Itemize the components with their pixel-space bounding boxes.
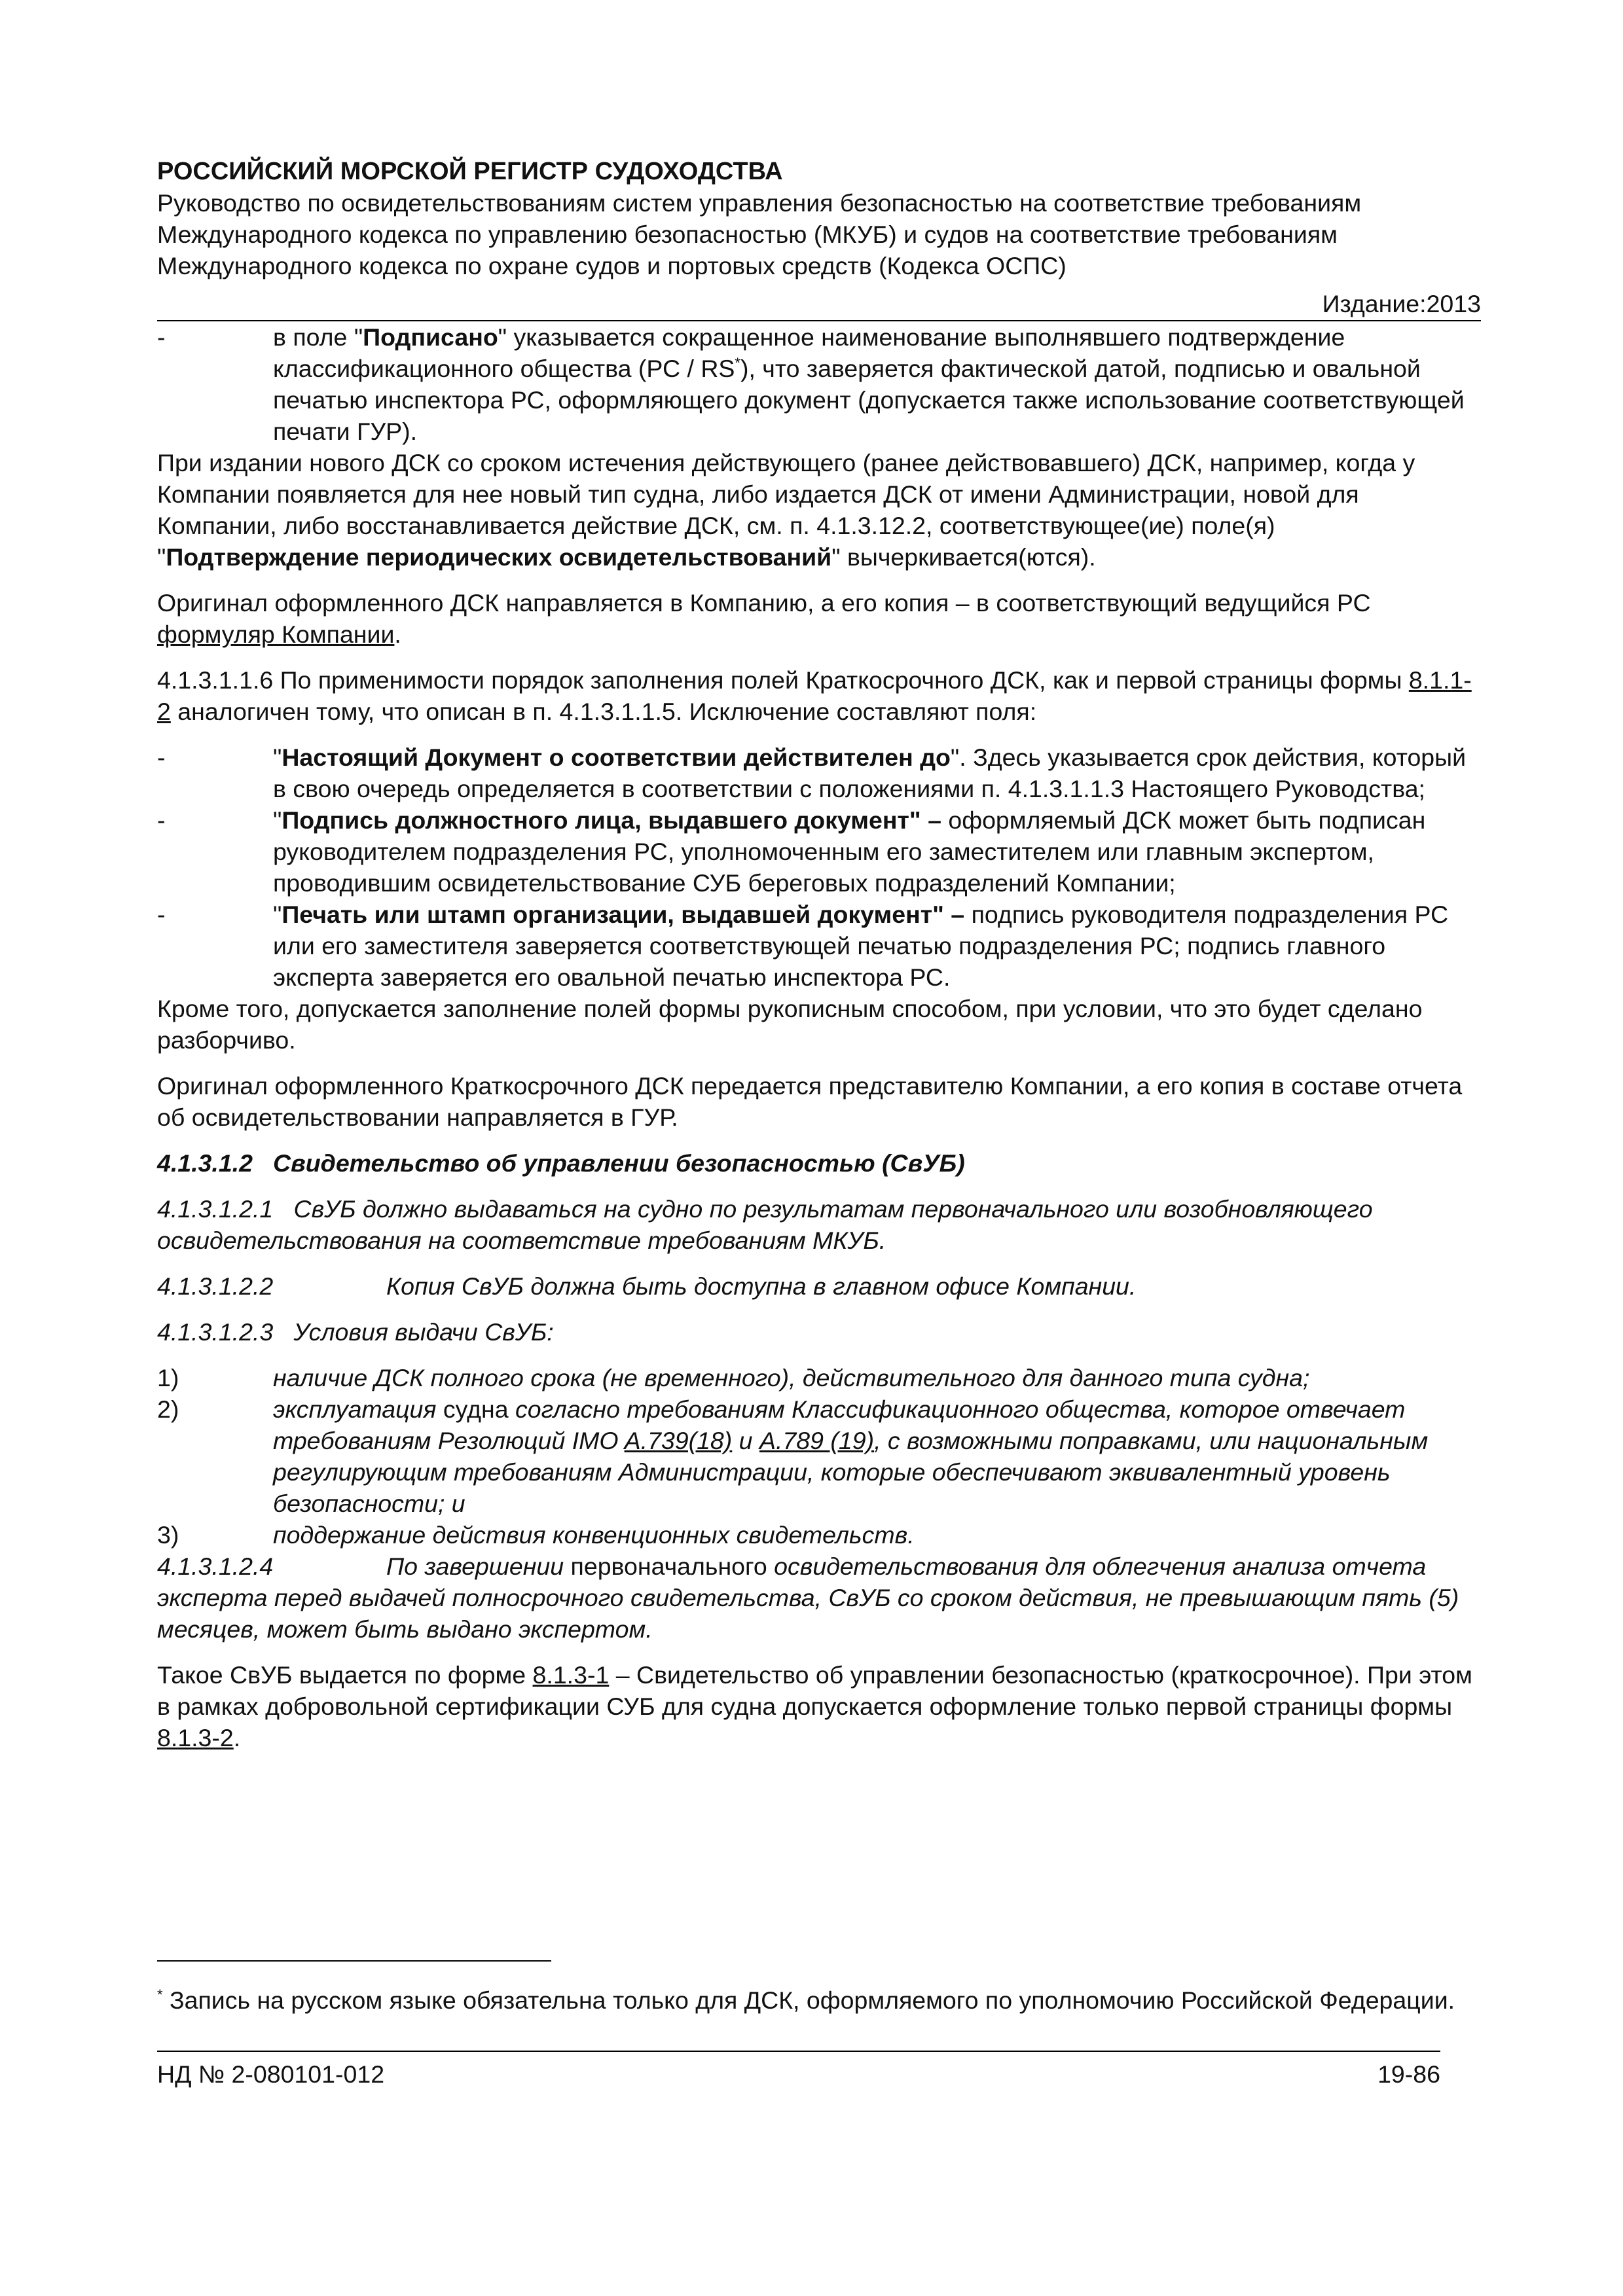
footnote-text: Запись на русском языке обязательна только для ДСК, оформляемого по уполномочию Российской Федерации. — [162, 1986, 1455, 2014]
text-run: " вычеркивается(ются). — [831, 543, 1096, 571]
text-run: аналогичен тому, что описан в п. 4.1.3.1.1.5. Исключение составляют поля: — [170, 698, 1037, 725]
field-name: Печать или штамп организации, выдавшей документ — [282, 901, 933, 928]
text-run: . — [233, 1724, 241, 1751]
text-run: ". Здесь указывается срок действия, который в свою очередь определяется в соответствии с положениями п. 4.1.3.1.1.3 Настоящего Руководства; — [273, 744, 1467, 802]
document-number: НД № 2-080101-012 — [157, 2060, 385, 2088]
field-name: Подпись должностного лица, выдавшего документ — [282, 806, 909, 834]
paragraph: Кроме того, допускается заполнение полей формы рукописным способом, при условии, что это будет сделано разборчиво. — [157, 995, 1423, 1054]
text-run: " — [273, 806, 282, 834]
paragraph — [157, 587, 1481, 650]
text-run: . — [394, 620, 401, 648]
link-form-8-1-3-2[interactable]: 8.1.3-2 — [157, 1724, 234, 1751]
text-run: , с возможными поправками, или национальным регулирующим требованиям Администрации, которые обеспечивают эквивалентный уровень безопасности; и — [273, 1427, 1429, 1517]
link-a739[interactable]: A.739(18) — [624, 1427, 733, 1454]
paragraph — [157, 1551, 1481, 1645]
edition-label: Издание:2013 — [157, 288, 1481, 321]
section-number: 4.1.3.1.2 — [157, 1149, 253, 1177]
text-run: первоначального — [570, 1552, 775, 1580]
dash-marker: - — [157, 744, 166, 771]
paragraph — [157, 447, 1481, 573]
page-number: 19-86 — [1377, 2060, 1440, 2088]
list-number: 3) — [157, 1521, 179, 1549]
text-run: подпись руководителя подразделения РС или его заместителя заверяется соответствующей печатью подразделения РС; подпись главного эксперта заверяется его овальной печатью инспектора РС. — [273, 901, 1449, 991]
link-company-form[interactable]: формуляр Компании — [157, 620, 395, 648]
list-number: 1) — [157, 1364, 179, 1391]
section-heading — [157, 1147, 1481, 1179]
clause-number: 4.1.3.1.2.4 — [157, 1552, 274, 1580]
list-item — [157, 321, 1481, 447]
list-item — [157, 804, 1481, 899]
dash-marker: - — [157, 806, 166, 834]
text-run: эксплуатация — [273, 1395, 443, 1423]
text-run: " – — [909, 806, 949, 834]
clause-number: 4.1.3.1.2.1 — [157, 1195, 274, 1223]
list-item — [157, 899, 1481, 993]
paragraph — [157, 1193, 1481, 1256]
paragraph — [157, 1316, 1481, 1348]
field-name: Настоящий Документ о соответствии действителен до — [282, 744, 951, 771]
text-run: судна — [443, 1395, 515, 1423]
dash-marker: - — [157, 323, 166, 351]
paragraph — [157, 1270, 1481, 1302]
text-run: освидетельствования для облегчения анализа отчета эксперта перед выдачей полносрочного свидетельства, СвУБ со сроком действия, не превышающим пять (5) месяцев, может быть выдано экспертом. — [157, 1552, 1459, 1643]
text-run: ), что заверяется фактической датой, подписью и овальной печатью инспектора РС, оформляющего документ (допускается также использование соответствующей печати ГУР). — [273, 355, 1465, 445]
footnote-separator — [157, 1960, 551, 1962]
text-run: Условия выдачи СвУБ: — [293, 1318, 554, 1346]
page-footer — [157, 2051, 1440, 2090]
field-name: Подтверждение периодических освидетельствований — [166, 543, 832, 571]
section-title: Свидетельство об управлении безопасностью (СвУБ) — [273, 1149, 965, 1177]
text-run: Копия СвУБ должна быть доступна в главном офисе Компании. — [386, 1272, 1137, 1300]
list-number: 2) — [157, 1395, 179, 1423]
text-run: " указывается сокращенное наименование выполнявшего подтверждение классификационного общества (РС / RS — [273, 323, 1345, 382]
organization-title: РОССИЙСКИЙ МОРСКОЙ РЕГИСТР СУДОХОДСТВА — [157, 158, 783, 185]
footnote — [157, 1984, 1460, 2016]
text-run: Оригинал оформленного ДСК направляется в Компанию, а его копия – в соответствующий ведущийся РС — [157, 589, 1371, 617]
paragraph: Оригинал оформленного Краткосрочного ДСК передается представителю Компании, а его копия в составе отчета об освидетельствовании направляется в ГУР. — [157, 1072, 1463, 1131]
text-run: Такое СвУБ выдается по форме — [157, 1661, 533, 1689]
clause-number: 4.1.3.1.2.3 — [157, 1318, 274, 1346]
text-run: СвУБ должно выдаваться на судно по результатам первоначального или возобновляющего освидетельствования на соответствие требованиям МКУБ. — [157, 1195, 1373, 1254]
text-run: поддержание действия конвенционных свидетельств. — [273, 1521, 915, 1549]
link-form-8-1-1-2[interactable]: 8.1.1-2 — [157, 666, 1472, 725]
text-run: " – — [932, 901, 972, 928]
footnote-ref[interactable]: * — [735, 355, 740, 371]
document-page — [157, 156, 1481, 1753]
text-run: " — [273, 901, 282, 928]
document-subtitle: Руководство по освидетельствованиям систем управления безопасностью на соответствие требованиям Международного кодекса по управлению безопасностью (МКУБ) и судов на соответствие требованиям Международного кодекса по охране судов и портовых средств (Кодекса ОСПС) — [157, 189, 1362, 279]
list-item — [157, 1362, 1481, 1393]
list-item — [157, 742, 1481, 804]
text-run: 4.1.3.1.1.6 По применимости порядок заполнения полей Краткосрочного ДСК, как и первой страницы формы — [157, 666, 1409, 694]
clause-number: 4.1.3.1.2.2 — [157, 1272, 274, 1300]
text-run: в поле " — [273, 323, 363, 351]
text-run: согласно требованиям Классификационного общества, которое отвечает требованиям Резолюций IMO — [273, 1395, 1406, 1454]
text-run: оформляемый ДСК может быть подписан руководителем подразделения РС, уполномоченным его заместителем или главным экспертом, проводившим освидетельствование СУБ береговых подразделений Компании; — [273, 806, 1426, 897]
text-run: и — [732, 1427, 759, 1454]
text-run: При издании нового ДСК со сроком истечения действующего (ранее действовавшего) ДСК, например, когда у Компании появляется для нее новый тип судна, либо издается ДСК от имени Администрации, новой для Компании, либо восстанавливается действие ДСК, см. п. 4.1.3.12.2, соответствующее(ие) поле(я) " — [157, 449, 1415, 571]
text-run: " — [273, 744, 282, 771]
text-run: наличие ДСК полного срока (не временного), действительного для данного типа судна; — [273, 1364, 1310, 1391]
footnote-mark: * — [157, 1986, 163, 2003]
paragraph — [157, 664, 1481, 727]
link-a789[interactable]: A.789 (19) — [759, 1427, 875, 1454]
text-run: По завершении — [386, 1552, 571, 1580]
list-item — [157, 1393, 1481, 1519]
link-form-8-1-3-1[interactable]: 8.1.3-1 — [532, 1661, 610, 1689]
text-run: – Свидетельство об управлении безопасностью (краткосрочное). При этом в рамках добровольной сертификации СУБ для судна допускается оформление только первой страницы формы — [157, 1661, 1472, 1720]
dash-marker: - — [157, 901, 166, 928]
list-item — [157, 1519, 1481, 1551]
paragraph — [157, 1659, 1481, 1753]
field-name: Подписано — [363, 323, 498, 351]
